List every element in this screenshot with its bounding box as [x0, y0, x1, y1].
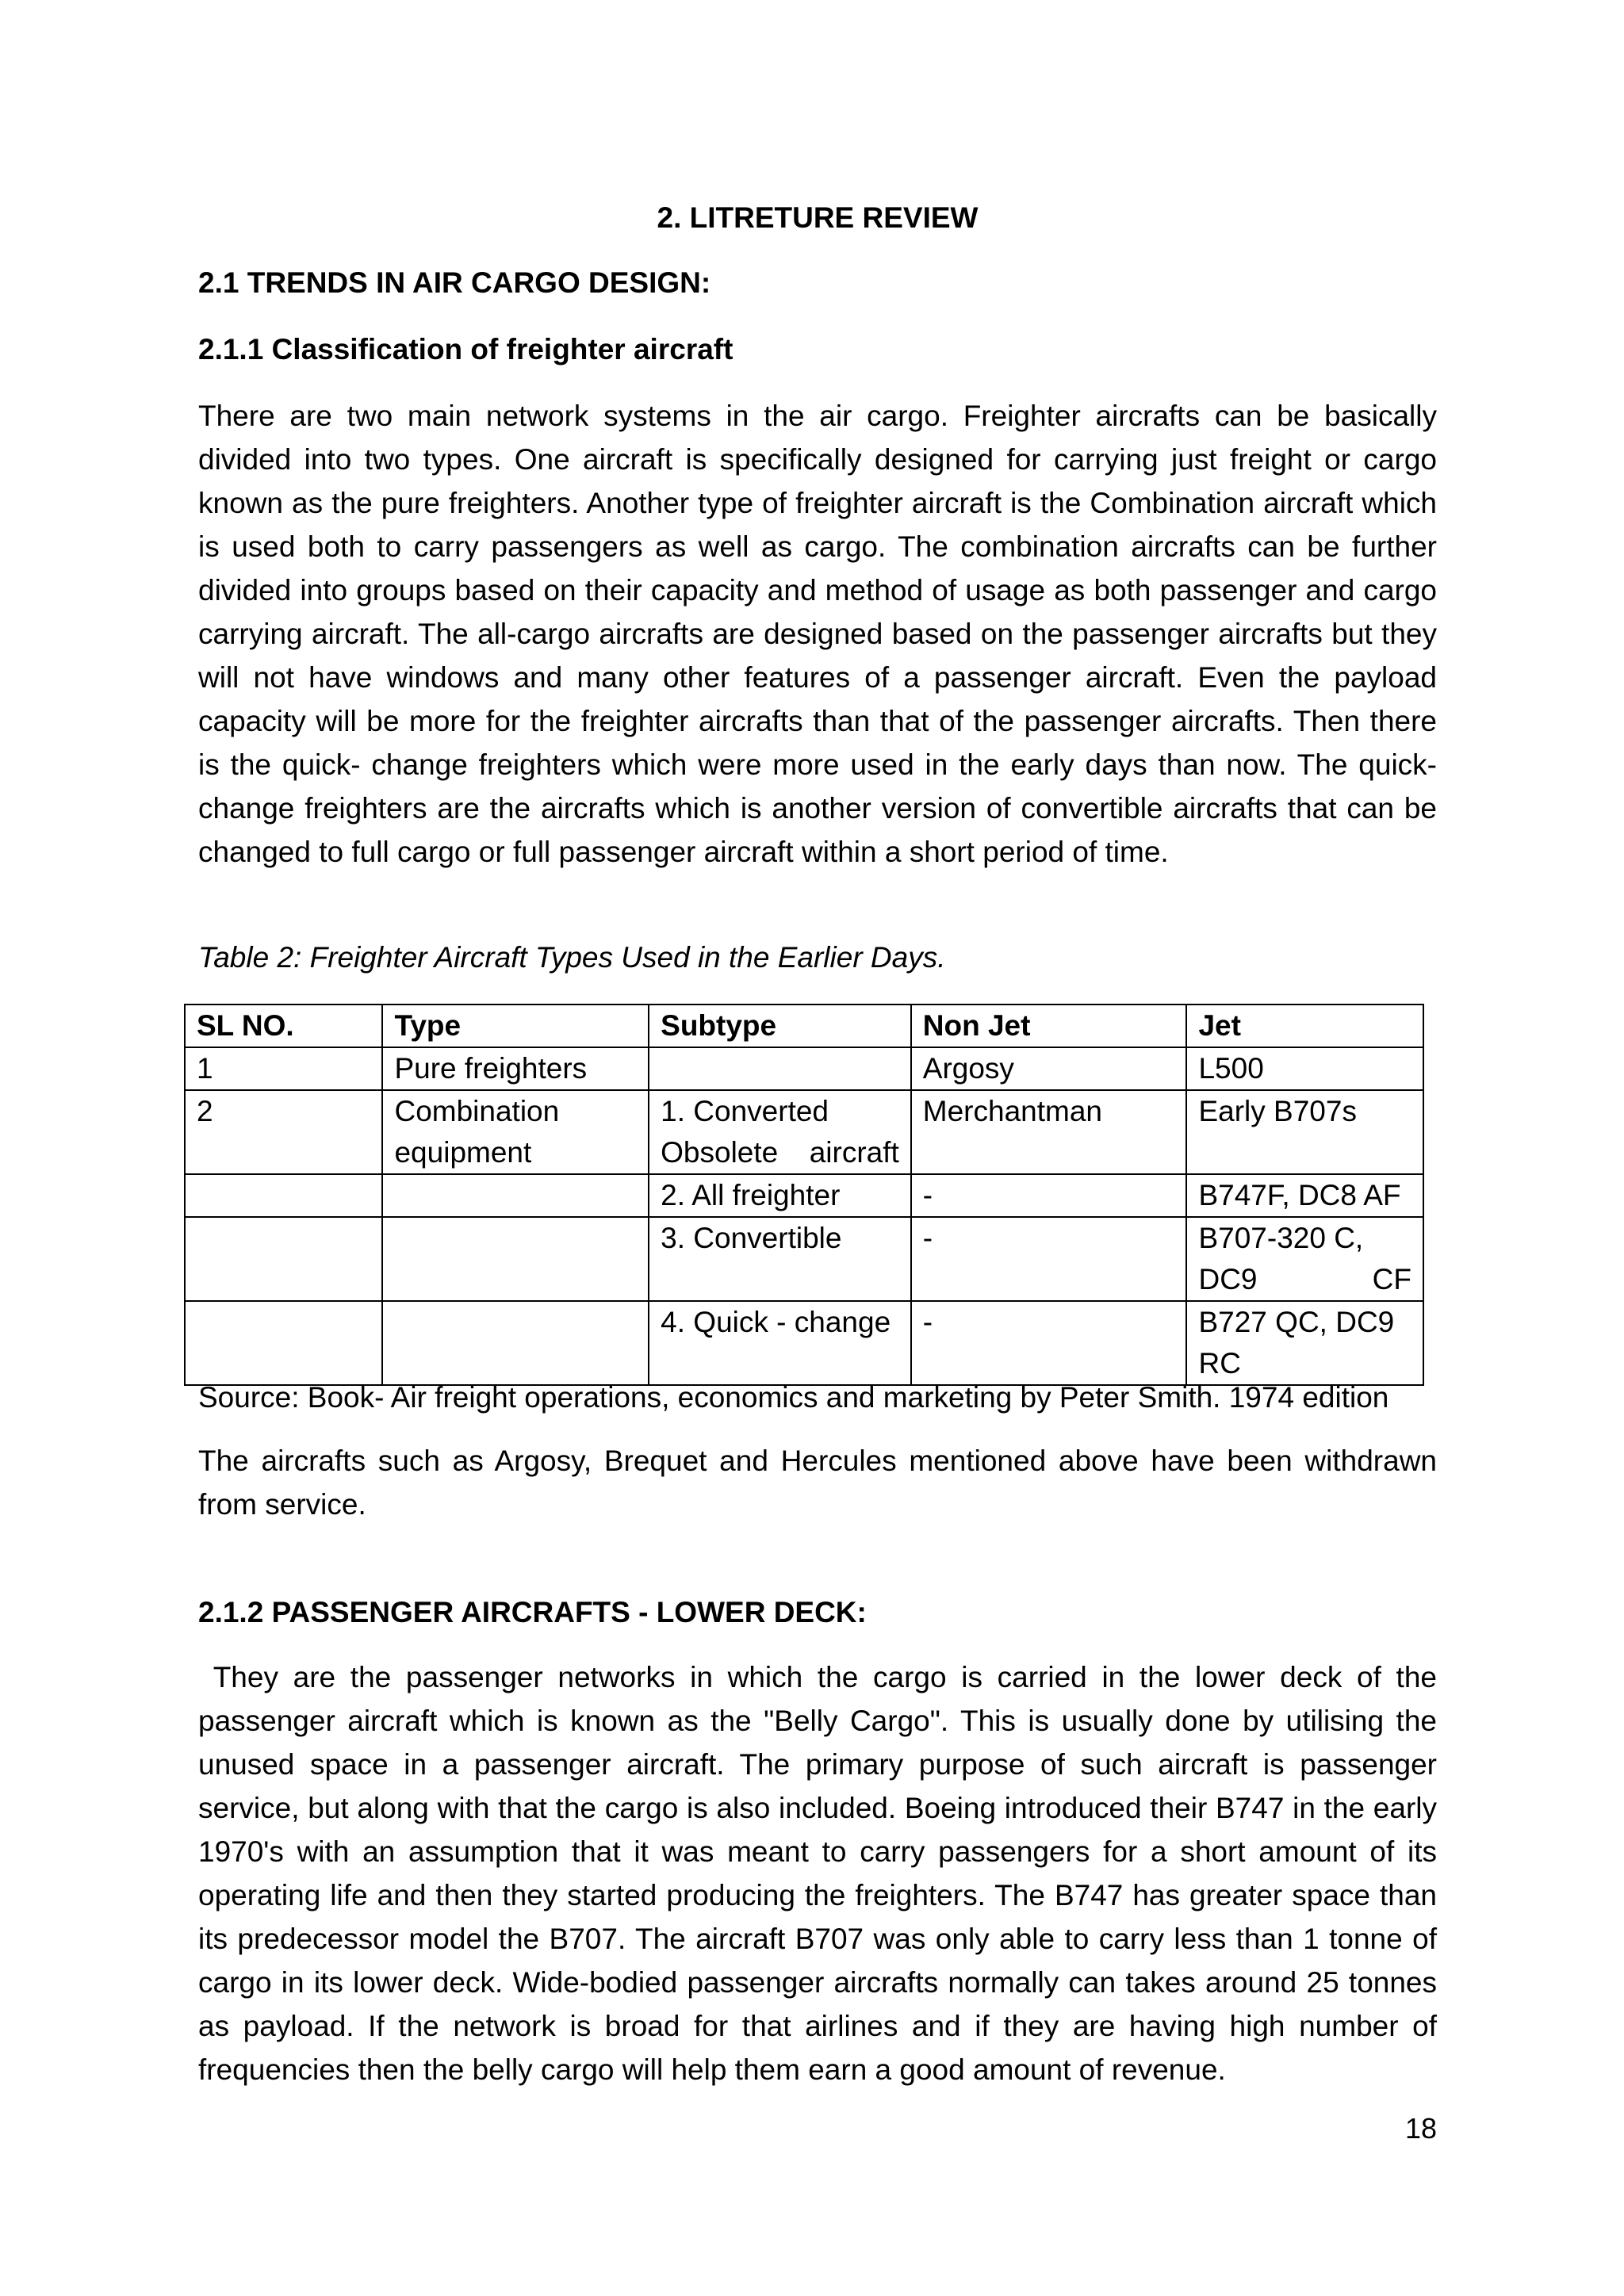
table-row — [185, 1047, 1423, 1090]
header-type: Type — [382, 1004, 649, 1047]
section-heading-2-1-1: 2.1.1 Classification of freighter aircraft — [198, 333, 733, 365]
table-cell — [382, 1174, 649, 1217]
table-cell: - — [911, 1301, 1187, 1385]
table-cell: Merchantman — [911, 1090, 1187, 1174]
table-cell: 1 — [185, 1047, 382, 1090]
table-cell: B747F, DC8 AF — [1186, 1174, 1423, 1217]
table-cell — [185, 1217, 382, 1301]
table-cell — [382, 1301, 649, 1385]
table-cell: Combination equipment — [382, 1090, 649, 1174]
document-page — [197, 0, 1446, 2296]
chapter-title: 2. LITRETURE REVIEW — [657, 201, 979, 234]
table-cell: - — [911, 1174, 1187, 1217]
header-sl-no: SL NO. — [185, 1004, 382, 1047]
table-cell: L500 — [1186, 1047, 1423, 1090]
header-non-jet: Non Jet — [911, 1004, 1187, 1047]
table-cell: Early B707s — [1186, 1090, 1423, 1174]
table-cell: B707-320 C, DC9 CF — [1186, 1217, 1423, 1301]
table-cell: Argosy — [911, 1047, 1187, 1090]
section-heading-2-1-2: 2.1.2 PASSENGER AIRCRAFTS - LOWER DECK: — [198, 1596, 867, 1628]
table-row — [185, 1174, 1423, 1217]
table-cell: - — [911, 1217, 1187, 1301]
page-number: 18 — [1404, 2112, 1437, 2145]
table-cell: 1. Converted Obsolete aircraft — [649, 1090, 911, 1174]
table-cell — [649, 1047, 911, 1090]
table-source: Source: Book- Air freight operations, economics and marketing by Peter Smith. 1974 edition — [198, 1381, 1389, 1414]
table-row — [185, 1217, 1423, 1301]
paragraph-lower-deck: They are the passenger networks in which the cargo is carried in the lower deck of the passenger aircraft which is known as the "Belly Cargo". This is usually done by utilising the unused space in a passenger aircraft. The primary purpose of such aircraft is passenger service, but along with that the cargo is also included. Boeing introduced their B747 in the early 1970's with an assumption that it was meant to carry passengers for a short amount of its operating life and then they started producing the freighters. The B747 has greater space than its predecessor model the B707. The aircraft B707 was only able to carry less than 1 tonne of cargo in its lower deck. Wide-bodied passenger aircrafts normally can takes around 25 tonnes as payload. If the network is broad for that airlines and if they are having high number of frequencies then the belly cargo will help them earn a good amount of revenue. — [198, 1661, 1446, 2086]
table-cell: 3. Convertible — [649, 1217, 911, 1301]
table-header-row — [185, 1004, 1423, 1047]
table-cell — [382, 1217, 649, 1301]
paragraph-classification: There are two main network systems in the air cargo. Freighter aircrafts can be basically divided into two types. One aircraft is specifically designed for carrying just freight or cargo known as the pure freighters. Another type of freighter aircraft is the Combination aircraft which is used both to carry passengers as well as cargo. The combination aircrafts can be further divided into groups based on their capacity and method of usage as both passenger and cargo carrying aircraft. The all-cargo aircrafts are designed based on the passenger aircrafts but they will not have windows and many other features of a passenger aircraft. Even the payload capacity will be more for the freighter aircrafts than that of the passenger aircrafts. Then there is the quick- change freighters which were more used in the early days than now. The quick-change freighters are the aircrafts which is another version of convertible aircrafts that can be changed to full cargo or full passenger aircraft within a short period of time. — [198, 400, 1437, 868]
table-cell: 2. All freighter — [649, 1174, 911, 1217]
table-row — [185, 1090, 1423, 1174]
table-cell: Pure freighters — [382, 1047, 649, 1090]
table-row — [185, 1301, 1423, 1385]
table-cell — [185, 1174, 382, 1217]
table-caption: Table 2: Freighter Aircraft Types Used in the Earlier Days. — [198, 941, 946, 974]
table-cell — [185, 1301, 382, 1385]
freighter-types-table — [184, 1004, 1424, 1386]
header-subtype: Subtype — [649, 1004, 911, 1047]
table-cell: B727 QC, DC9 RC — [1186, 1301, 1423, 1385]
table-cell: 2 — [185, 1090, 382, 1174]
section-heading-2-1: 2.1 TRENDS IN AIR CARGO DESIGN: — [198, 266, 711, 299]
header-jet: Jet — [1186, 1004, 1423, 1047]
table-cell: 4. Quick - change — [649, 1301, 911, 1385]
paragraph-withdrawn: The aircrafts such as Argosy, Brequet and Hercules mentioned above have been withdrawn from service. — [198, 1445, 1437, 1521]
